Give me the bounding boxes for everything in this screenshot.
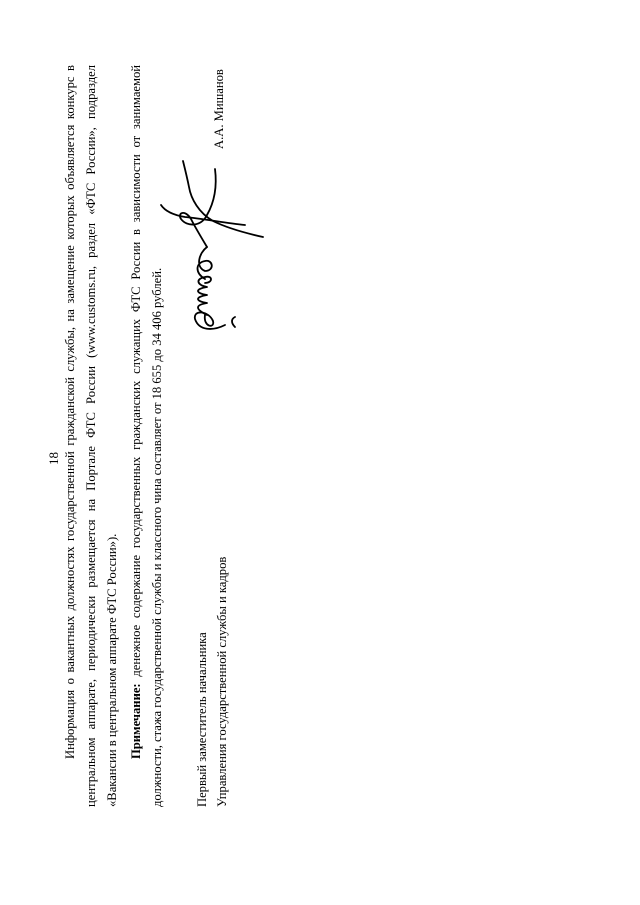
page-number: 18 xyxy=(46,452,61,465)
handwritten-signature xyxy=(155,155,325,345)
signatory-title-line2: Управления государственной службы и кадров xyxy=(215,556,229,807)
note-label: Примечание: xyxy=(129,683,143,759)
vacancy-info-paragraph: Информация о вакантных должностях государственной гражданской службы, на замещение которых объявляется конкурс в центральном аппарате, периодически размещается на Портале ФТС России (www.customs.ru, раздел «ФТС России», подраздел «Вакансии в центральном аппарате ФТС России»). xyxy=(63,65,119,807)
signatory-title xyxy=(192,557,232,807)
signatory-title-line1: Первый заместитель начальника xyxy=(195,632,209,807)
signer-name: А.А. Мишанов xyxy=(212,69,226,149)
note-text: денежное содержание государственных гражданских служащих ФТС России в зависимости от занимаемой должности, стажа государственной службы и классного чина составляет от 18 655 до 34 406 рублей. xyxy=(129,65,164,807)
